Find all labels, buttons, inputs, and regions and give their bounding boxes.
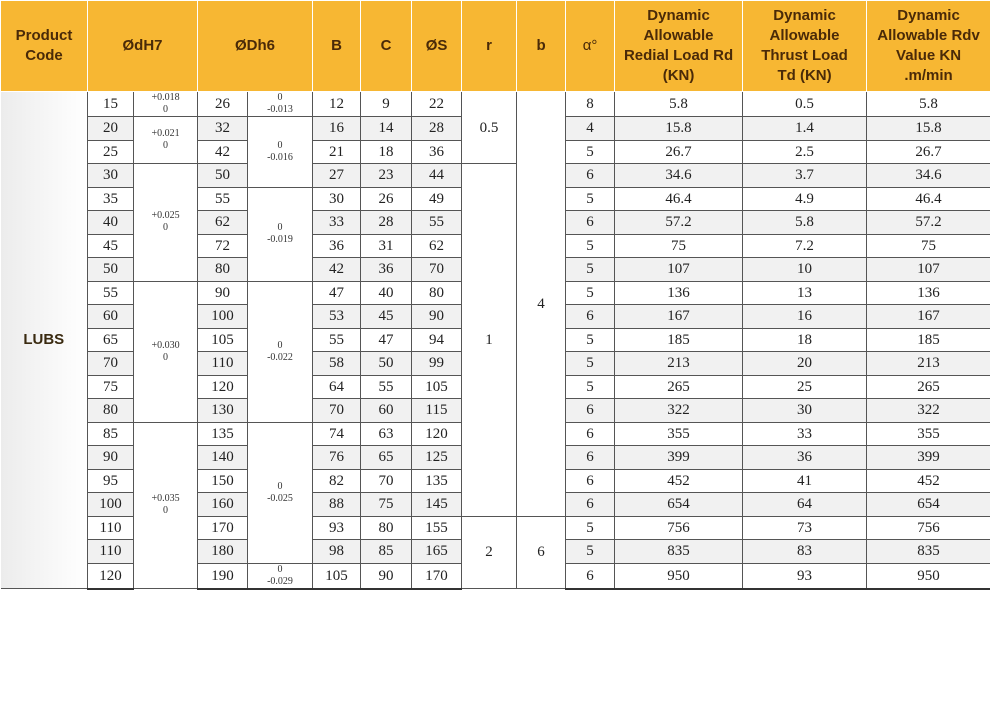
S-cell: 120 xyxy=(412,422,462,446)
S-cell: 99 xyxy=(412,352,462,376)
rdv-cell: 322 xyxy=(867,399,990,423)
header-rd: Dynamic Allowable Redial Load Rd (KN) xyxy=(615,1,743,92)
table-row xyxy=(1,164,990,188)
header-row xyxy=(1,1,990,92)
Dh6-cell: 62 xyxy=(198,211,248,235)
B-cell: 27 xyxy=(313,164,361,188)
rd-cell: 452 xyxy=(615,469,743,493)
C-cell: 65 xyxy=(361,446,412,470)
rd-cell: 265 xyxy=(615,375,743,399)
C-cell: 31 xyxy=(361,234,412,258)
td-cell: 10 xyxy=(743,258,867,282)
dH7-cell: 95 xyxy=(88,469,134,493)
C-cell: 70 xyxy=(361,469,412,493)
Dh6-cell: 90 xyxy=(198,281,248,305)
S-cell: 145 xyxy=(412,493,462,517)
header-Dh6: ØDh6 xyxy=(198,1,313,92)
dH7-cell: 30 xyxy=(88,164,134,188)
alpha-cell: 5 xyxy=(566,375,615,399)
rdv-cell: 355 xyxy=(867,422,990,446)
C-cell: 75 xyxy=(361,493,412,517)
B-cell: 36 xyxy=(313,234,361,258)
dH7-cell: 65 xyxy=(88,328,134,352)
td-cell: 83 xyxy=(743,540,867,564)
rdv-cell: 654 xyxy=(867,493,990,517)
B-cell: 64 xyxy=(313,375,361,399)
alpha-cell: 4 xyxy=(566,117,615,141)
dH7-cell: 110 xyxy=(88,516,134,540)
rd-cell: 654 xyxy=(615,493,743,517)
S-cell: 105 xyxy=(412,375,462,399)
rd-cell: 15.8 xyxy=(615,117,743,141)
B-cell: 12 xyxy=(313,92,361,117)
rdv-cell: 5.8 xyxy=(867,92,990,117)
dH7-cell: 50 xyxy=(88,258,134,282)
dH7-tolerance: +0.035 0 xyxy=(134,422,198,589)
Dh6-cell: 160 xyxy=(198,493,248,517)
C-cell: 9 xyxy=(361,92,412,117)
header-td: Dynamic Allowable Thrust Load Td (KN) xyxy=(743,1,867,92)
dH7-cell: 20 xyxy=(88,117,134,141)
product-code-cell: LUBS xyxy=(1,92,88,589)
B-cell: 47 xyxy=(313,281,361,305)
td-cell: 16 xyxy=(743,305,867,329)
B-cell: 55 xyxy=(313,328,361,352)
rd-cell: 34.6 xyxy=(615,164,743,188)
S-cell: 90 xyxy=(412,305,462,329)
C-cell: 36 xyxy=(361,258,412,282)
dH7-cell: 45 xyxy=(88,234,134,258)
rdv-cell: 167 xyxy=(867,305,990,329)
td-cell: 18 xyxy=(743,328,867,352)
td-cell: 30 xyxy=(743,399,867,423)
dH7-cell: 35 xyxy=(88,187,134,211)
dH7-cell: 90 xyxy=(88,446,134,470)
rdv-cell: 136 xyxy=(867,281,990,305)
C-cell: 28 xyxy=(361,211,412,235)
B-cell: 30 xyxy=(313,187,361,211)
rd-cell: 213 xyxy=(615,352,743,376)
rd-cell: 167 xyxy=(615,305,743,329)
td-cell: 41 xyxy=(743,469,867,493)
Dh6-cell: 130 xyxy=(198,399,248,423)
Dh6-cell: 170 xyxy=(198,516,248,540)
td-cell: 4.9 xyxy=(743,187,867,211)
rd-cell: 950 xyxy=(615,563,743,589)
alpha-cell: 5 xyxy=(566,140,615,164)
dH7-tolerance: +0.018 0 xyxy=(134,92,198,117)
Dh6-cell: 180 xyxy=(198,540,248,564)
dH7-cell: 55 xyxy=(88,281,134,305)
S-cell: 115 xyxy=(412,399,462,423)
rd-cell: 46.4 xyxy=(615,187,743,211)
rd-cell: 185 xyxy=(615,328,743,352)
r-cell: 2 xyxy=(462,516,517,589)
Dh6-cell: 72 xyxy=(198,234,248,258)
B-cell: 21 xyxy=(313,140,361,164)
C-cell: 60 xyxy=(361,399,412,423)
S-cell: 80 xyxy=(412,281,462,305)
alpha-cell: 6 xyxy=(566,469,615,493)
S-cell: 22 xyxy=(412,92,462,117)
rdv-cell: 835 xyxy=(867,540,990,564)
rdv-cell: 756 xyxy=(867,516,990,540)
alpha-cell: 5 xyxy=(566,234,615,258)
Dh6-cell: 135 xyxy=(198,422,248,446)
alpha-cell: 5 xyxy=(566,258,615,282)
header-B: B xyxy=(313,1,361,92)
alpha-cell: 5 xyxy=(566,540,615,564)
Dh6-cell: 42 xyxy=(198,140,248,164)
rdv-cell: 46.4 xyxy=(867,187,990,211)
rd-cell: 26.7 xyxy=(615,140,743,164)
b-cell: 6 xyxy=(517,516,566,589)
r-cell: 1 xyxy=(462,164,517,517)
td-cell: 2.5 xyxy=(743,140,867,164)
dH7-cell: 100 xyxy=(88,493,134,517)
B-cell: 82 xyxy=(313,469,361,493)
dH7-cell: 75 xyxy=(88,375,134,399)
r-cell: 0.5 xyxy=(462,92,517,164)
header-product-code: Product Code xyxy=(1,1,88,92)
C-cell: 45 xyxy=(361,305,412,329)
rd-cell: 399 xyxy=(615,446,743,470)
Dh6-cell: 100 xyxy=(198,305,248,329)
B-cell: 88 xyxy=(313,493,361,517)
B-cell: 33 xyxy=(313,211,361,235)
dH7-cell: 15 xyxy=(88,92,134,117)
S-cell: 70 xyxy=(412,258,462,282)
rdv-cell: 75 xyxy=(867,234,990,258)
C-cell: 85 xyxy=(361,540,412,564)
C-cell: 14 xyxy=(361,117,412,141)
rd-cell: 5.8 xyxy=(615,92,743,117)
b-cell: 4 xyxy=(517,92,566,517)
B-cell: 93 xyxy=(313,516,361,540)
dH7-tolerance: +0.030 0 xyxy=(134,281,198,422)
rdv-cell: 265 xyxy=(867,375,990,399)
Dh6-cell: 110 xyxy=(198,352,248,376)
td-cell: 0.5 xyxy=(743,92,867,117)
td-cell: 73 xyxy=(743,516,867,540)
Dh6-tolerance: 0 -0.025 xyxy=(248,422,313,563)
dH7-cell: 60 xyxy=(88,305,134,329)
td-cell: 7.2 xyxy=(743,234,867,258)
Dh6-cell: 55 xyxy=(198,187,248,211)
alpha-cell: 5 xyxy=(566,281,615,305)
dH7-tolerance: +0.025 0 xyxy=(134,164,198,282)
rd-cell: 57.2 xyxy=(615,211,743,235)
rdv-cell: 950 xyxy=(867,563,990,589)
table-row xyxy=(1,92,990,117)
header-r: r xyxy=(462,1,517,92)
S-cell: 155 xyxy=(412,516,462,540)
C-cell: 55 xyxy=(361,375,412,399)
rd-cell: 75 xyxy=(615,234,743,258)
Dh6-tolerance: 0 -0.029 xyxy=(248,563,313,589)
S-cell: 170 xyxy=(412,563,462,589)
header-alpha: α° xyxy=(566,1,615,92)
td-cell: 20 xyxy=(743,352,867,376)
B-cell: 74 xyxy=(313,422,361,446)
rd-cell: 322 xyxy=(615,399,743,423)
B-cell: 53 xyxy=(313,305,361,329)
S-cell: 125 xyxy=(412,446,462,470)
td-cell: 3.7 xyxy=(743,164,867,188)
B-cell: 70 xyxy=(313,399,361,423)
B-cell: 58 xyxy=(313,352,361,376)
C-cell: 26 xyxy=(361,187,412,211)
header-C: C xyxy=(361,1,412,92)
dH7-cell: 85 xyxy=(88,422,134,446)
td-cell: 33 xyxy=(743,422,867,446)
C-cell: 50 xyxy=(361,352,412,376)
dH7-cell: 110 xyxy=(88,540,134,564)
C-cell: 80 xyxy=(361,516,412,540)
S-cell: 62 xyxy=(412,234,462,258)
rd-cell: 107 xyxy=(615,258,743,282)
Dh6-cell: 150 xyxy=(198,469,248,493)
alpha-cell: 6 xyxy=(566,399,615,423)
alpha-cell: 5 xyxy=(566,328,615,352)
C-cell: 23 xyxy=(361,164,412,188)
rdv-cell: 185 xyxy=(867,328,990,352)
Dh6-cell: 105 xyxy=(198,328,248,352)
header-S: ØS xyxy=(412,1,462,92)
alpha-cell: 8 xyxy=(566,92,615,117)
alpha-cell: 5 xyxy=(566,187,615,211)
Dh6-cell: 80 xyxy=(198,258,248,282)
alpha-cell: 6 xyxy=(566,305,615,329)
B-cell: 42 xyxy=(313,258,361,282)
Dh6-cell: 32 xyxy=(198,117,248,141)
td-cell: 93 xyxy=(743,563,867,589)
Dh6-cell: 190 xyxy=(198,563,248,589)
rdv-cell: 399 xyxy=(867,446,990,470)
td-cell: 1.4 xyxy=(743,117,867,141)
header-b: b xyxy=(517,1,566,92)
dH7-cell: 120 xyxy=(88,563,134,589)
Dh6-tolerance: 0 -0.019 xyxy=(248,187,313,281)
header-dH7: ØdH7 xyxy=(88,1,198,92)
Dh6-cell: 26 xyxy=(198,92,248,117)
S-cell: 135 xyxy=(412,469,462,493)
td-cell: 36 xyxy=(743,446,867,470)
rdv-cell: 15.8 xyxy=(867,117,990,141)
C-cell: 18 xyxy=(361,140,412,164)
Dh6-tolerance: 0 -0.013 xyxy=(248,92,313,117)
alpha-cell: 6 xyxy=(566,422,615,446)
Dh6-cell: 140 xyxy=(198,446,248,470)
alpha-cell: 6 xyxy=(566,211,615,235)
B-cell: 98 xyxy=(313,540,361,564)
rdv-cell: 34.6 xyxy=(867,164,990,188)
S-cell: 94 xyxy=(412,328,462,352)
C-cell: 40 xyxy=(361,281,412,305)
alpha-cell: 6 xyxy=(566,164,615,188)
alpha-cell: 5 xyxy=(566,352,615,376)
rd-cell: 355 xyxy=(615,422,743,446)
td-cell: 5.8 xyxy=(743,211,867,235)
S-cell: 49 xyxy=(412,187,462,211)
alpha-cell: 6 xyxy=(566,563,615,589)
S-cell: 55 xyxy=(412,211,462,235)
C-cell: 63 xyxy=(361,422,412,446)
S-cell: 44 xyxy=(412,164,462,188)
alpha-cell: 5 xyxy=(566,516,615,540)
td-cell: 25 xyxy=(743,375,867,399)
S-cell: 36 xyxy=(412,140,462,164)
dH7-cell: 25 xyxy=(88,140,134,164)
B-cell: 105 xyxy=(313,563,361,589)
rdv-cell: 213 xyxy=(867,352,990,376)
rdv-cell: 26.7 xyxy=(867,140,990,164)
dH7-cell: 40 xyxy=(88,211,134,235)
header-rdv: Dynamic Allowable Rdv Value KN .m/min xyxy=(867,1,990,92)
rd-cell: 756 xyxy=(615,516,743,540)
B-cell: 76 xyxy=(313,446,361,470)
rdv-cell: 57.2 xyxy=(867,211,990,235)
alpha-cell: 6 xyxy=(566,446,615,470)
Dh6-tolerance: 0 -0.016 xyxy=(248,117,313,188)
dH7-cell: 70 xyxy=(88,352,134,376)
Dh6-cell: 120 xyxy=(198,375,248,399)
C-cell: 90 xyxy=(361,563,412,589)
rdv-cell: 452 xyxy=(867,469,990,493)
alpha-cell: 6 xyxy=(566,493,615,517)
B-cell: 16 xyxy=(313,117,361,141)
td-cell: 64 xyxy=(743,493,867,517)
dH7-cell: 80 xyxy=(88,399,134,423)
rd-cell: 835 xyxy=(615,540,743,564)
Dh6-cell: 50 xyxy=(198,164,248,188)
rdv-cell: 107 xyxy=(867,258,990,282)
S-cell: 165 xyxy=(412,540,462,564)
dH7-tolerance: +0.021 0 xyxy=(134,117,198,164)
rd-cell: 136 xyxy=(615,281,743,305)
td-cell: 13 xyxy=(743,281,867,305)
S-cell: 28 xyxy=(412,117,462,141)
C-cell: 47 xyxy=(361,328,412,352)
Dh6-tolerance: 0 -0.022 xyxy=(248,281,313,422)
